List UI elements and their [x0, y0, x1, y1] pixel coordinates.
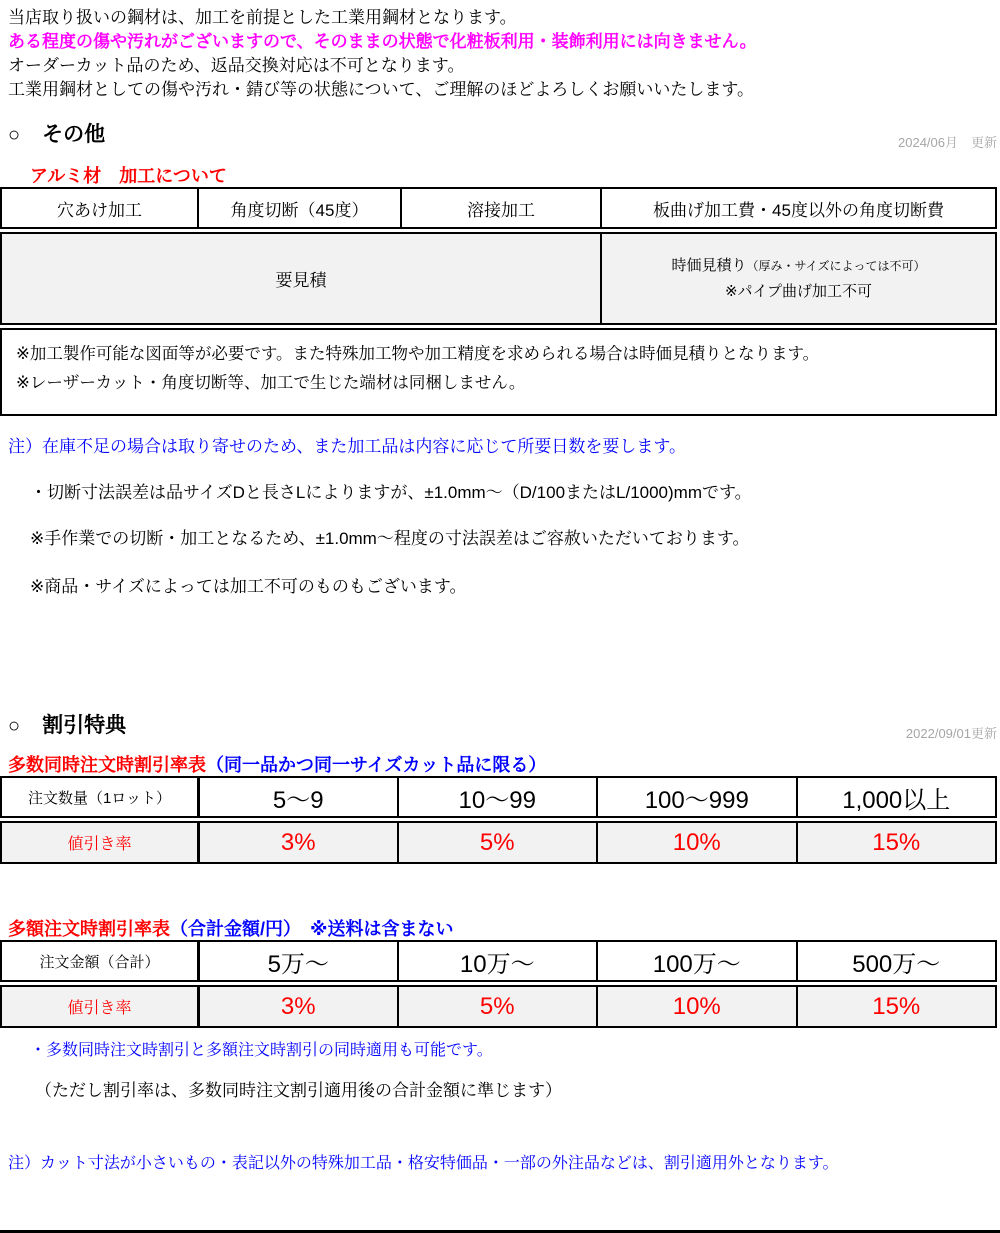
- processing-table: [0, 187, 997, 416]
- quantity-discount-title-blue: （同一品かつ同一サイズカット品に限る）: [206, 755, 547, 775]
- quantity-discount-title-red: 多数同時注文時割引率表: [8, 755, 206, 775]
- handwork-tolerance-note: ※手作業での切断・加工となるため、±1.0mm～程度の寸法誤差はご容赦いただいております。: [30, 529, 750, 548]
- amount-range-3: 100万～: [596, 942, 796, 980]
- amount-discount-table-title: [8, 918, 1000, 940]
- simultaneous-discount-note: ・多数同時注文時割引と多額注文時割引の同時適用も可能です。: [30, 1042, 493, 1059]
- quantity-rate-1: 3%: [197, 823, 397, 862]
- quantity-rate-label: 値引き率: [67, 836, 132, 853]
- header-cell-bending: 板曲げ加工費・45度以外の角度切断費: [600, 189, 995, 227]
- intro-line-4: 工業用鋼材としての傷や汚れ・錆び等の状態について、ご理解のほどよろしくお願いいたします。: [8, 80, 754, 99]
- header-cell-drilling: 穴あけ加工: [57, 200, 142, 220]
- header-cell-welding: 溶接加工: [400, 189, 600, 227]
- stock-shortage-note: 注）在庫不足の場合は取り寄せのため、また加工品は内容に応じて所要日数を要します。: [8, 437, 686, 456]
- processing-table-title: アルミ材 加工について: [30, 166, 227, 186]
- estimate-required-cell: 要見積: [275, 271, 327, 290]
- quantity-range-1: 5～9: [197, 778, 397, 816]
- processing-unavailable-note: ※商品・サイズによっては加工不可のものもございます。: [30, 577, 467, 596]
- quantity-range-3: 100～999: [596, 778, 796, 816]
- quantity-range-4: 1,000以上: [796, 778, 996, 816]
- section-title-other: その他: [42, 123, 106, 146]
- amount-rate-2: 5%: [397, 987, 597, 1026]
- market-price-line1: [671, 253, 925, 279]
- amount-range-2: 10万～: [397, 942, 597, 980]
- quantity-rate-3: 10%: [596, 823, 796, 862]
- intro-line-2-warning: ある程度の傷や汚れがございますので、そのままの状態で化粧板利用・装飾利用には向きません。: [8, 32, 757, 51]
- circle-bullet-icon: ○: [8, 715, 21, 737]
- quantity-range-2: 10～99: [397, 778, 597, 816]
- amount-header-label: 注文金額（合計）: [39, 953, 160, 971]
- quantity-rate-2: 5%: [397, 823, 597, 862]
- circle-bullet-icon: ○: [8, 124, 21, 146]
- amount-discount-table: [0, 940, 997, 1028]
- amount-discount-title-red: 多額注文時割引率表: [8, 919, 170, 939]
- header-cell-angle-cut: 角度切断（45度）: [197, 189, 400, 227]
- processing-table-header-row: [0, 187, 997, 229]
- quantity-discount-table: [0, 776, 997, 864]
- quantity-rate-4: 15%: [796, 823, 996, 862]
- update-date-discount: 2022/09/01更新: [905, 726, 997, 741]
- amount-range-4: 500万～: [796, 942, 996, 980]
- update-date-other: 2024/06月 更新: [898, 135, 997, 150]
- section-header-other: [8, 120, 997, 150]
- market-price-cell: [600, 234, 995, 323]
- quantity-table-rate-row: [0, 821, 997, 864]
- section-header-discount: [8, 711, 997, 741]
- section-title-discount: 割引特典: [42, 714, 127, 737]
- amount-rate-label: 値引き率: [67, 1000, 132, 1017]
- intro-line-3: オーダーカット品のため、返品交換対応は不可となります。: [8, 56, 465, 75]
- processing-note-line1: ※加工製作可能な図面等が必要です。また特殊加工物や加工精度を求められる場合は時価見積りとなります。: [16, 345, 820, 363]
- amount-range-1: 5万～: [197, 942, 397, 980]
- quantity-header-label: 注文数量（1ロット）: [27, 789, 172, 807]
- intro-paragraph: [0, 0, 1000, 102]
- cutting-tolerance-note: ・切断寸法誤差は品サイズDと長さLによりますが、±1.0mm～（D/100またはL/1000)mmです。: [30, 483, 752, 502]
- processing-table-value-row: [0, 232, 997, 325]
- amount-discount-title-blue: （合計金額/円） ※送料は含まない: [170, 919, 454, 939]
- amount-rate-4: 15%: [796, 987, 996, 1026]
- discount-rate-basis-note: （ただし割引率は、多数同時注文割引適用後の合計金額に準じます）: [35, 1081, 562, 1100]
- intro-line-1: 当店取り扱いの鋼材は、加工を前提とした工業用鋼材となります。: [8, 8, 517, 27]
- processing-table-note-row: [0, 328, 997, 416]
- market-price-main: 時価見積り: [671, 256, 747, 274]
- market-price-line2: ※パイプ曲げ加工不可: [724, 282, 873, 300]
- quantity-discount-table-title: [8, 754, 1000, 776]
- market-price-note: （厚み・サイズによっては不可）: [746, 258, 926, 273]
- processing-note-cell: [2, 330, 995, 414]
- processing-note-line2: ※レーザーカット・角度切断等、加工で生じた端材は同梱しません。: [16, 374, 526, 392]
- discount-exclusion-note: 注）カット寸法が小さいもの・表記以外の特殊加工品・格安特価品・一部の外注品などは、割引適用外となります。: [8, 1155, 839, 1172]
- quantity-table-header-row: [0, 776, 997, 818]
- amount-rate-3: 10%: [596, 987, 796, 1026]
- amount-table-header-row: [0, 940, 997, 982]
- amount-table-rate-row: [0, 985, 997, 1028]
- amount-rate-1: 3%: [197, 987, 397, 1026]
